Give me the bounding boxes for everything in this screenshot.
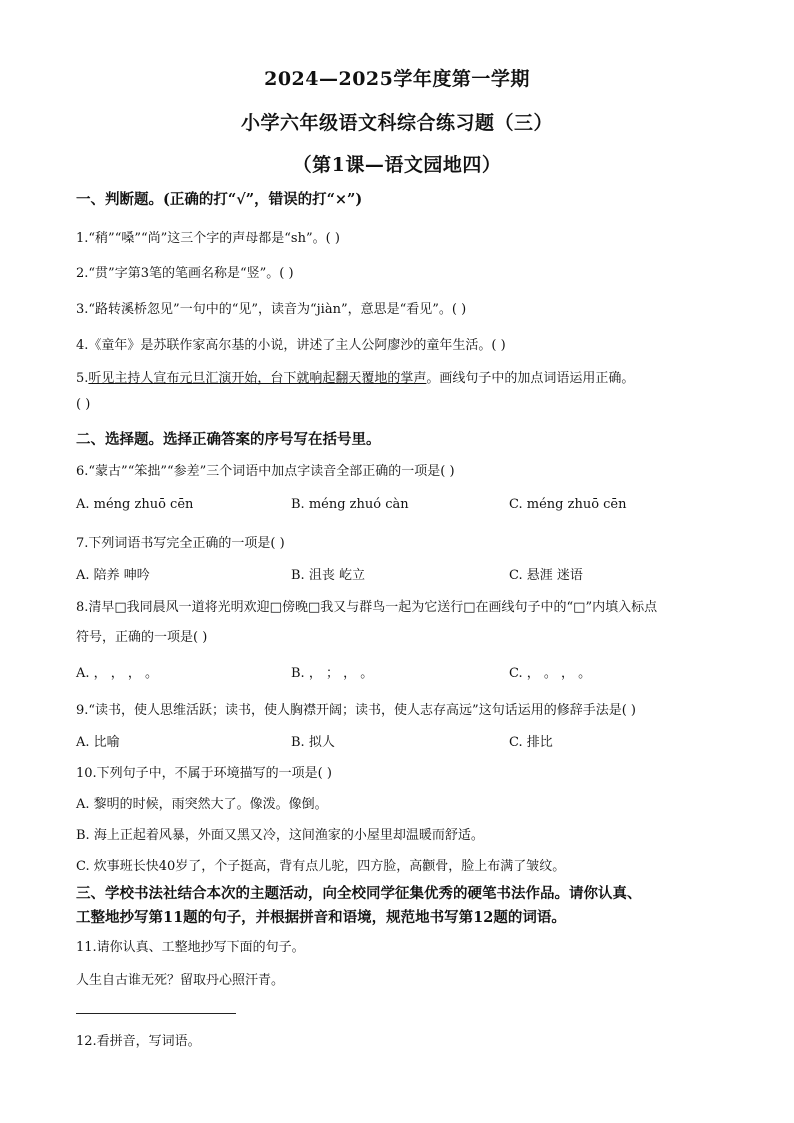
question-6-option-a: A. méng zhuō cēn (76, 497, 194, 512)
question-10-option-b: B. 海上正起着风暴，外面又黑又冷，这间渔家的小屋里却温暖而舒适。 (76, 828, 484, 843)
question-2: 2.“贯”字第3笔的笔画名称是“竖”。( ) (76, 266, 294, 281)
section-heading-true-false: 一、判断题。(正确的打“√”，错误的打“×”) (76, 191, 363, 208)
section-heading-calligraphy-line-2: 工整地抄写第11题的句子，并根据拼音和语境，规范地书写第12题的词语。 (76, 909, 566, 926)
question-7: 7.下列词语书写完全正确的一项是( ) (76, 536, 285, 551)
question-12: 12.看拼音，写词语。 (76, 1034, 201, 1049)
question-5 (76, 367, 634, 386)
question-4: 4.《童年》是苏联作家高尔基的小说，讲述了主人公阿廖沙的童年生活。( ) (76, 338, 506, 353)
question-8-option-b: B. ， ； ， 。 (291, 666, 374, 681)
question-6-option-c: C. méng zhuō cēn (509, 497, 627, 512)
question-5-instruction: 。画线句子中的加点词语运用正确。 (426, 371, 635, 386)
question-9: 9.“读书，使人思维活跃；读书，使人胸襟开阔；读书，使人志存高远”这句话运用的修辞手法是( ) (76, 703, 636, 718)
question-10-option-c: C. 炊事班长快40岁了，个子挺高，背有点儿驼，四方脸，高颧骨，脸上布满了皱纹。 (76, 859, 566, 874)
question-5-number: 5. (76, 371, 89, 386)
question-9-option-a: A. 比喻 (76, 735, 120, 750)
question-7-option-b: B. 沮丧 屹立 (291, 568, 365, 583)
question-6-option-b: B. méng zhuó càn (291, 497, 409, 512)
page-title-term: 2024—2025学年度第一学期 (264, 68, 530, 90)
question-11-sentence: 人生自古谁无死？留取丹心照汗青。 (76, 973, 285, 988)
page-title-exam: 小学六年级语文科综合练习题（三） (240, 112, 553, 134)
question-11: 11.请你认真、工整地抄写下面的句子。 (76, 940, 305, 955)
question-10: 10.下列句子中，不属于环境描写的一项是( ) (76, 766, 332, 781)
question-8-line-1: 8.清早□我同晨风一道将光明欢迎□傍晚□我又与群鸟一起为它送行□在画线句子中的“□”内填入标点 (76, 600, 658, 615)
question-6: 6.“蒙古”“笨拙”“参差”三个词语中加点字读音全部正确的一项是( ) (76, 464, 455, 479)
question-8-line-2: 符号，正确的一项是( ) (76, 630, 208, 645)
question-9-option-b: B. 拟人 (291, 735, 335, 750)
page-title-scope: （第1课—语文园地四） (292, 154, 502, 176)
question-7-option-a: A. 陪养 呻吟 (76, 568, 150, 583)
question-5-underlined-sentence: 听见主持人宣布元旦汇演开始，台下就响起翻天覆地的掌声 (88, 371, 427, 386)
answer-writing-line (76, 1013, 236, 1014)
question-9-option-c: C. 排比 (509, 735, 553, 750)
question-1: 1.“稍”“嗓”“尚”这三个字的声母都是“sh”。( ) (76, 231, 340, 246)
question-8-option-a: A. ， ， ， 。 (76, 666, 159, 681)
question-7-option-c: C. 悬涯 迷语 (509, 568, 583, 583)
section-heading-multiple-choice: 二、选择题。选择正确答案的序号写在括号里。 (76, 431, 381, 448)
question-3: 3.“路转溪桥忽见”一句中的“见”，读音为“jiàn”，意思是“看见”。( ) (76, 302, 467, 317)
question-8-option-c: C. ， 。 ， 。 (509, 666, 592, 681)
question-5-answer-paren: ( ) (76, 397, 91, 412)
question-10-option-a: A. 黎明的时候，雨突然大了。像泼。像倒。 (76, 797, 328, 812)
section-heading-calligraphy-line-1: 三、学校书法社结合本次的主题活动，向全校同学征集优秀的硬笔书法作品。请你认真、 (76, 885, 642, 902)
